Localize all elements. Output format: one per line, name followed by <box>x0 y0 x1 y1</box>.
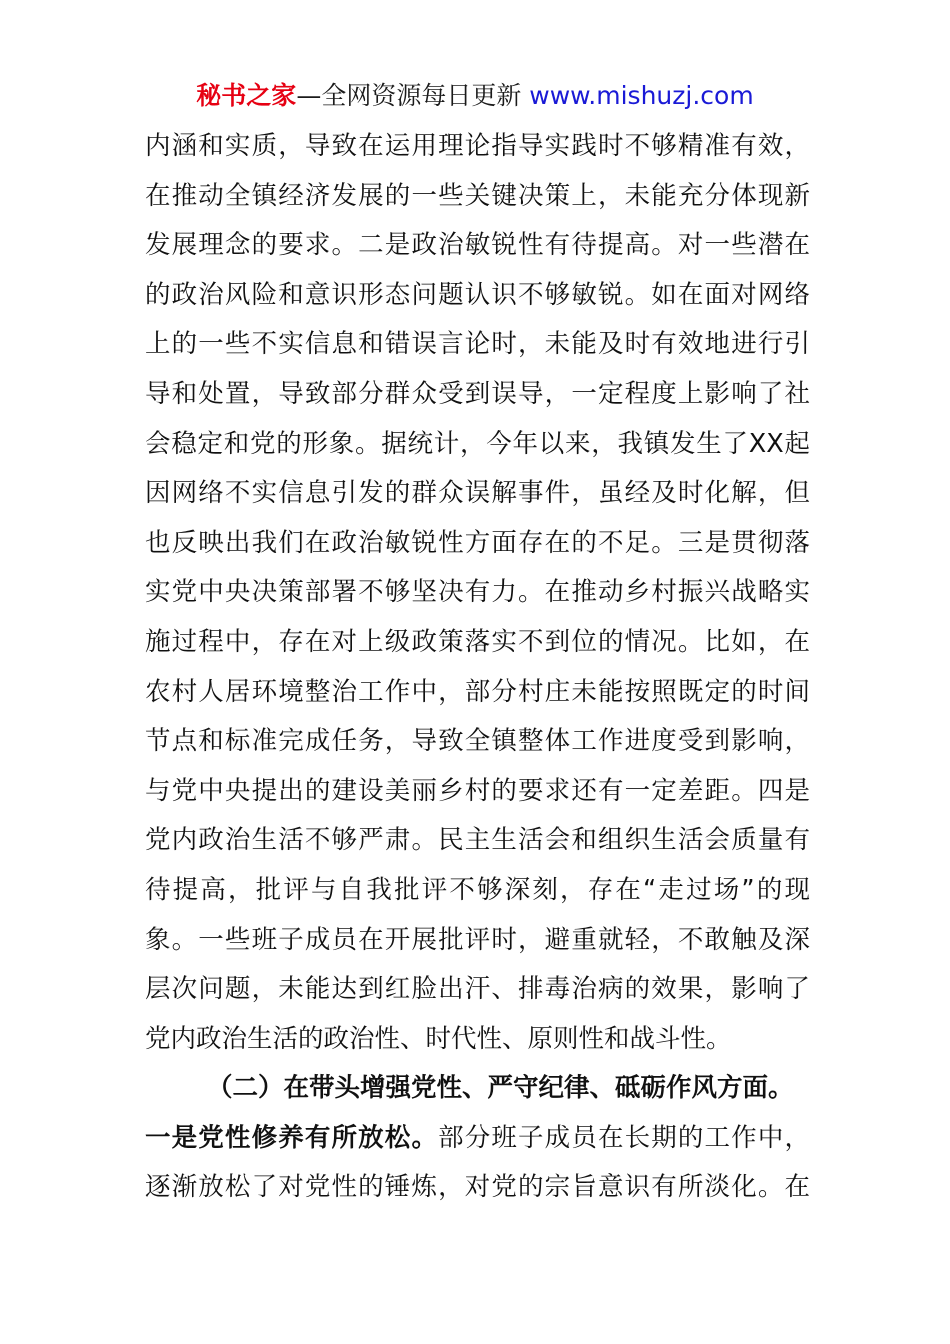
paragraph-line: 内涵和实质，导致在运用理论指导实践时不够精准有效， <box>145 131 810 161</box>
point-title: 一是党性修养有所放松。 <box>145 1122 439 1153</box>
paragraph-line: 导和处置，导致部分群众受到误导，一定程度上影响了社 <box>145 378 810 409</box>
paragraph-line: 农村人居环境整治工作中，部分村庄未能按照既定的时间 <box>145 676 810 707</box>
site-brand: 秘书之家 <box>196 81 297 110</box>
paragraph-line: 在推动全镇经济发展的一些关键决策上，未能充分体现新 <box>145 180 810 211</box>
paragraph-line: 层次问题，未能达到红脸出汗、排毒治病的效果，影响了 <box>145 974 810 1005</box>
section-first-line <box>145 1114 810 1164</box>
paragraph-line: 待提高，批评与自我批评不够深刻，存在“走过场”的现 <box>145 874 810 905</box>
site-header <box>0 78 950 114</box>
paragraph-line: 党内政治生活的政治性、时代性、原则性和战斗性。 <box>145 1023 732 1054</box>
paragraph-line: 实党中央决策部署不够坚决有力。在推动乡村振兴战略实 <box>145 577 810 608</box>
paragraph-line: 象。一些班子成员在开展批评时，避重就轻，不敢触及深 <box>145 924 810 955</box>
site-tagline: —全网资源每日更新 <box>296 81 530 110</box>
paragraph-line: 施过程中，存在对上级政策落实不到位的情况。比如，在 <box>145 626 810 657</box>
paragraph-line: 节点和标准完成任务，导致全镇整体工作进度受到影响， <box>145 726 810 757</box>
paragraph-line: 党内政治生活不够严肃。民主生活会和组织生活会质量有 <box>145 825 810 856</box>
site-url[interactable]: www.mishuzj.com <box>529 81 754 110</box>
paragraph-line: 与党中央提出的建设美丽乡村的要求还有一定差距。四是 <box>145 775 810 806</box>
paragraph-line: 也反映出我们在政治敏锐性方面存在的不足。三是贯彻落 <box>145 527 810 558</box>
paragraph-line: 上的一些不实信息和错误言论时，未能及时有效地进行引 <box>145 329 810 360</box>
document-body <box>145 122 810 1213</box>
paragraph-line: 的政治风险和意识形态问题认识不够敏锐。如在面对网络 <box>145 279 810 310</box>
paragraph-line: 发展理念的要求。二是政治敏锐性有待提高。对一些潜在 <box>145 230 810 261</box>
paragraph-line: 逐渐放松了对党性的锤炼，对党的宗旨意识有所淡化。在 <box>145 1172 810 1203</box>
section-heading: （二）在带头增强党性、严守纪律、砥砺作风方面。 <box>207 1073 794 1104</box>
point-text: 部分班子成员在长期的工作中， <box>438 1122 810 1153</box>
paragraph-line: 会稳定和党的形象。据统计，今年以来，我镇发生了XX起 <box>145 428 810 459</box>
paragraph-line: 因网络不实信息引发的群众误解事件，虽经及时化解，但 <box>145 478 810 509</box>
